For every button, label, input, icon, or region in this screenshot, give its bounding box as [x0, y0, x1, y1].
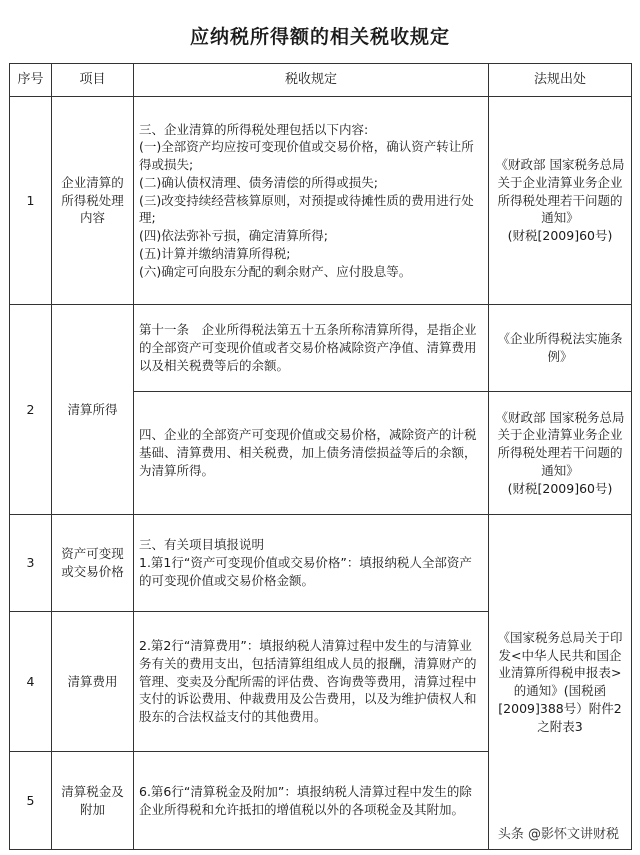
table-row	[10, 97, 632, 305]
rule-line: (一)全部资产均应按可变现价值或交易价格，确认资产转让所得或损失;	[139, 139, 474, 173]
rule-line: (二)确认债权清理、债务清偿的所得或损失;	[139, 174, 378, 190]
row-rule	[134, 97, 489, 305]
table-row	[10, 305, 632, 392]
row-item: 清算税金及附加	[52, 752, 134, 850]
row-num: 3	[10, 515, 52, 612]
source-title: 《财政部 国家税务总局关于企业清算业务企业所得税处理若干问题的通知》	[495, 409, 625, 478]
rule-line: 三、企业清算的所得税处理包括以下内容:	[139, 121, 369, 137]
row-rule: 6.第6行“清算税金及附加”：填报纳税人清算过程中发生的除企业所得税和允许抵扣的增值税以外的各项税金及其附加。	[134, 752, 489, 850]
rule-line: (六)确定可向股东分配的剩余财产、应付股息等。	[139, 263, 412, 279]
row-num: 5	[10, 752, 52, 850]
rule-line: (三)改变持续经营核算原则，对预提或待摊性质的费用进行处理;	[139, 192, 474, 226]
row-item: 清算费用	[52, 612, 134, 752]
page-title: 应纳税所得额的相关税收规定	[189, 26, 450, 48]
header-rule: 税收规定	[134, 64, 489, 97]
row-rule: 2.第2行“清算费用”：填报纳税人清算过程中发生的与清算业务有关的费用支出，包括清算组组成人员的报酬，清算财产的管理、变卖及分配所需的评估费、咨询费等费用，清算过程中支付的诉讼费用、仲裁费用及公告费用，以及为维护债权人和股东的合法权益支付的其他费用。	[134, 612, 489, 752]
row-item: 资产可变现或交易价格	[52, 515, 134, 612]
row-rule	[134, 515, 489, 612]
watermark: 头条 @影怀文讲财税	[495, 822, 622, 843]
row-num: 4	[10, 612, 52, 752]
header-num: 序号	[10, 64, 52, 97]
row-num: 2	[10, 305, 52, 515]
row-item: 清算所得	[52, 305, 134, 515]
row-item: 企业清算的所得税处理内容	[52, 97, 134, 305]
header-item: 项目	[52, 64, 134, 97]
row-rule: 第十一条 企业所得税法第五十五条所称清算所得，是指企业的全部资产可变现价值或者交易价格减除资产净值、清算费用以及相关税费等后的余额。	[134, 305, 489, 392]
source-title: 《财政部 国家税务总局关于企业清算业务企业所得税处理若干问题的通知》	[495, 157, 625, 226]
rule-line: 1.第1行“资产可变现价值或交易价格”：填报纳税人全部资产的可变现价值或交易价格金额。	[139, 555, 472, 588]
rule-line: (四)依法弥补亏损，确定清算所得;	[139, 228, 328, 244]
row-source: 《企业所得税法实施条例》	[489, 305, 632, 392]
header-source: 法规出处	[489, 64, 632, 97]
rule-line: 三、有关项目填报说明	[139, 537, 265, 553]
tax-rules-table	[9, 63, 632, 850]
table-row	[10, 515, 632, 612]
table-header-row	[10, 64, 632, 97]
row-rule: 四、企业的全部资产可变现价值或交易价格，减除资产的计税基础、清算费用、相关税费，加上债务清偿损益等后的余额，为清算所得。	[134, 392, 489, 515]
row-num: 1	[10, 97, 52, 305]
row-source	[489, 97, 632, 305]
rule-line: (五)计算并缴纳清算所得税;	[139, 245, 291, 261]
source-code: (财税[2009]60号)	[507, 228, 613, 244]
shared-source: 《国家税务总局关于印发<中华人民共和国企业清算所得税申报表>的通知》(国税函[2009]388号）附件2之附表3	[489, 515, 632, 850]
source-code: (财税[2009]60号)	[507, 480, 613, 496]
row-source	[489, 392, 632, 515]
